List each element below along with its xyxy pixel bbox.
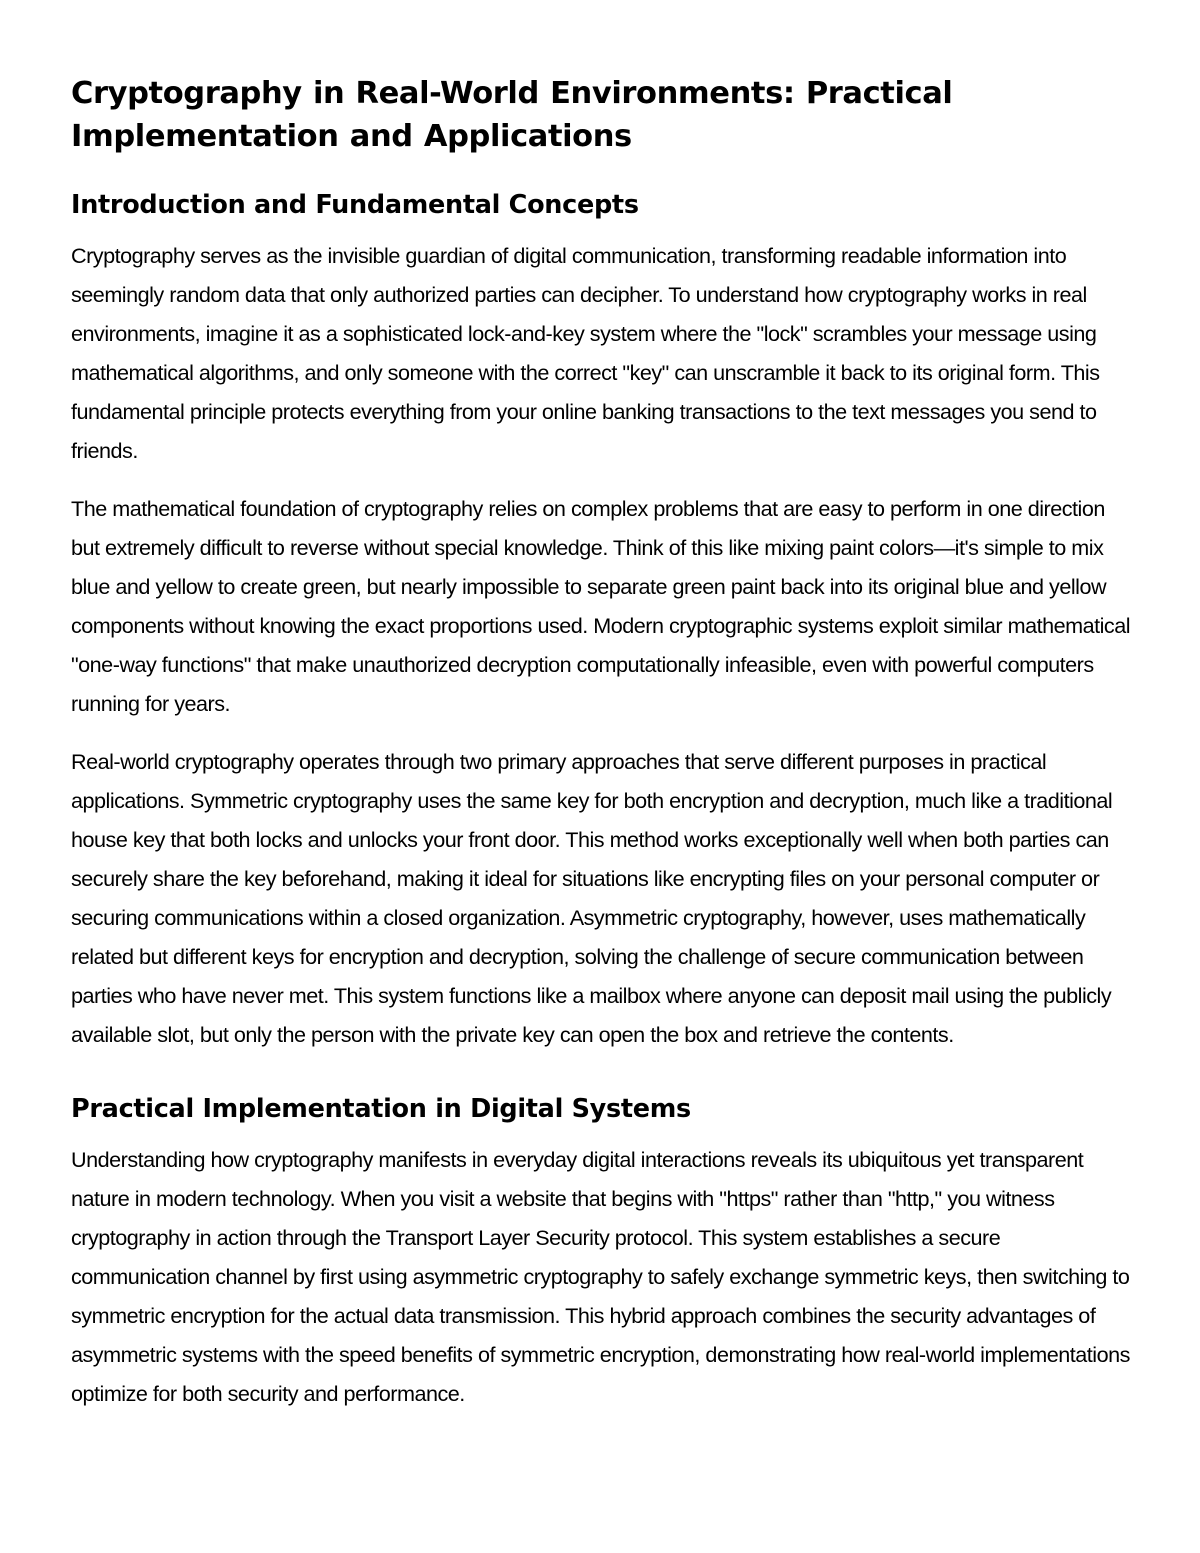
section-practical-implementation <box>71 1092 1131 1413</box>
body-paragraph: Real-world cryptography operates through two primary approaches that serve different purposes in practical applications. Symmetric cryptography uses the same key for both encryption and decryption, much like a traditional house key that both locks and unlocks your front door. This method works exceptionally well when both parties can securely share the key beforehand, making it ideal for situations like encrypting files on your personal computer or securing communications within a closed organization. Asymmetric cryptography, however, uses mathematically related but different keys for encryption and decryption, solving the challenge of secure communication between parties who have never met. This system functions like a mailbox where anyone can deposit mail using the publicly available slot, but only the person with the private key can open the box and retrieve the contents. <box>71 749 1113 1047</box>
section-heading: Practical Implementation in Digital Systems <box>71 1094 691 1124</box>
section-introduction <box>71 188 1131 1054</box>
body-paragraph: The mathematical foundation of cryptography relies on complex problems that are easy to perform in one direction but extremely difficult to reverse without special knowledge. Think of this like mixing paint colors—it's simple to mix blue and yellow to create green, but nearly impossible to separate green paint back into its original blue and yellow components without knowing the exact proportions used. Modern cryptographic systems exploit similar mathematical "one-way functions" that make unauthorized decryption computationally infeasible, even with powerful computers running for years. <box>71 496 1130 716</box>
section-heading: Introduction and Fundamental Concepts <box>71 190 639 220</box>
body-paragraph: Cryptography serves as the invisible guardian of digital communication, transforming readable information into seemingly random data that only authorized parties can decipher. To understand how cryptography works in real environments, imagine it as a sophisticated lock-and-key system where the "lock" scrambles your message using mathematical algorithms, and only someone with the correct "key" can unscramble it back to its original form. This fundamental principle protects everything from your online banking transactions to the text messages you send to friends. <box>71 243 1100 463</box>
document-title: Cryptography in Real-World Environments: Practical Implementation and Applications <box>71 76 953 154</box>
document-page <box>71 72 1131 1432</box>
body-paragraph: Understanding how cryptography manifests in everyday digital interactions reveals its ubiquitous yet transparent nature in modern technology. When you visit a website that begins with "https" rather than "http," you witness cryptography in action through the Transport Layer Security protocol. This system establishes a secure communication channel by first using asymmetric cryptography to safely exchange symmetric keys, then switching to symmetric encryption for the actual data transmission. This hybrid approach combines the security advantages of asymmetric systems with the speed benefits of symmetric encryption, demonstrating how real-world implementations optimize for both security and performance. <box>71 1147 1130 1406</box>
